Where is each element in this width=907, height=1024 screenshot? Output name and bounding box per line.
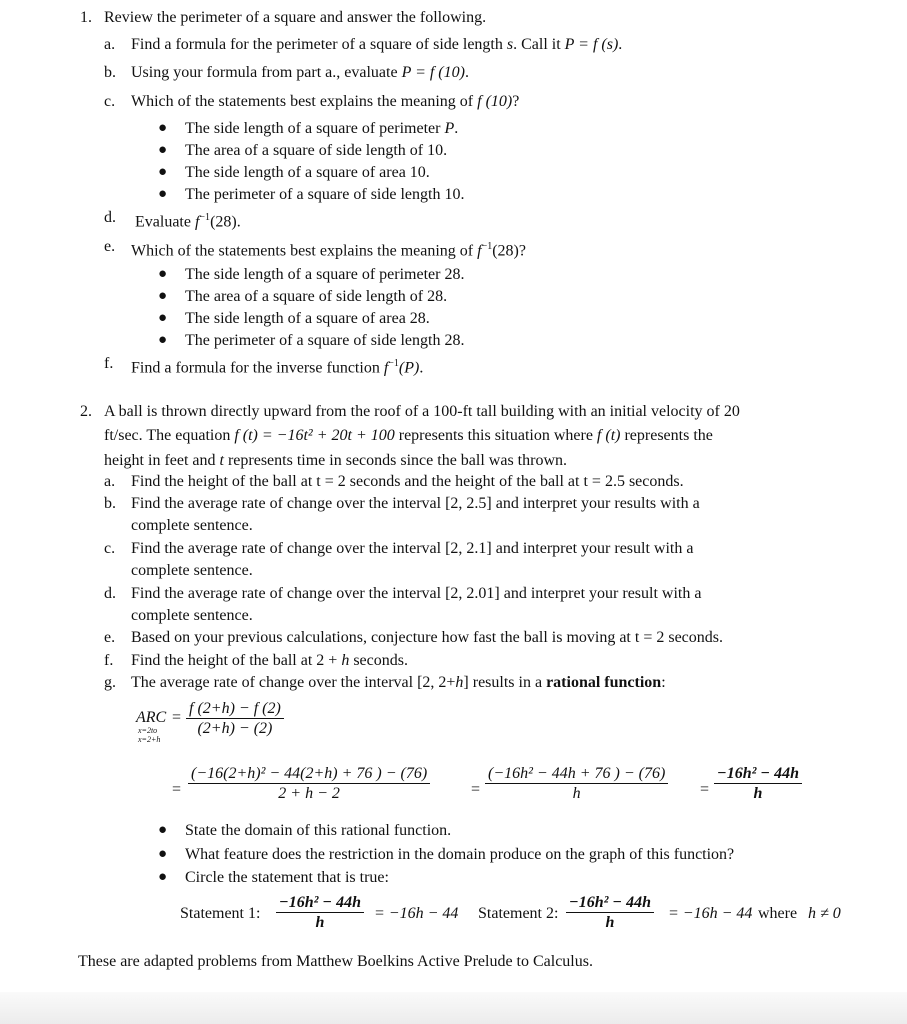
arc-label: ARC: [136, 709, 167, 726]
arc-equals: =: [172, 709, 182, 726]
p2-b-text-1: Find the average rate of change over the interval [2, 2.5] and interpret your results with a: [131, 495, 700, 512]
arc-fraction-1: $\frac{f (2+h) - f (2)}{(2+h) - (2)}$: [186, 699, 284, 738]
bullet-icon: ●: [158, 288, 168, 304]
statement-1-fraction: $\frac{\text{−16h² − 44h}}{h}$: [276, 893, 364, 932]
p1-e-option-2: The area of a square of side length of 28.: [185, 288, 448, 305]
p2-d-label: d.: [104, 585, 116, 602]
p1-a-text: Find a formula for the perimeter of a square of side length s. Call it P = f (s).: [131, 36, 623, 53]
p1-c-option-1: The side length of a square of perimeter P.: [185, 120, 459, 137]
bullet-icon: ●: [158, 120, 168, 136]
statement-2-condition: h ≠ 0: [808, 905, 841, 922]
problem-2-line-3: height in feet and t represents time in seconds since the ball was thrown.: [104, 452, 567, 469]
bullet-icon: ●: [158, 822, 168, 838]
p2-bullet-3: Circle the statement that is true:: [185, 869, 389, 886]
p1-b-text: Using your formula from part a., evaluate P = f (10).: [131, 64, 469, 81]
bullet-icon: ●: [158, 332, 168, 348]
statement-1-rhs: = −16h − 44: [374, 905, 459, 922]
bullet-icon: ●: [158, 142, 168, 158]
p2-bullet-2: What feature does the restriction in the domain produce on the graph of this function?: [185, 846, 735, 863]
p1-f-text: Find a formula for the inverse function $f^{-1}(P)$.: [131, 358, 424, 377]
arc-subscript-1: x=2to: [138, 726, 158, 735]
p2-d-text-1: Find the average rate of change over the interval [2, 2.01] and interpret your result with a: [131, 585, 702, 602]
p1-e-text: Which of the statements best explains the meaning of $f^{-1}(28)$?: [131, 241, 526, 260]
p1-c-label: c.: [104, 93, 116, 110]
p1-d-label: d.: [104, 209, 116, 226]
page-bottom-shadow: [0, 992, 907, 1024]
footer-note: These are adapted problems from Matthew Boelkins Active Prelude to Calculus.: [78, 953, 593, 970]
p2-b-text-2: complete sentence.: [131, 517, 253, 534]
statement-2-rhs: = −16h − 44: [668, 905, 753, 922]
p1-a-label: a.: [104, 36, 116, 53]
arc-fraction-4: $\frac{\text{−16h² − 44h}}{h}$: [714, 764, 802, 803]
p1-e-option-1: The side length of a square of perimeter 28.: [185, 266, 465, 283]
problem-2-line-1: A ball is thrown directly upward from the roof of a 100-ft tall building with an initial velocity of 20: [104, 403, 740, 420]
arc-fraction-3: $\frac{\text{(−16h² − 44h + 76 ) − (76)}}{h}$: [485, 764, 668, 803]
statement-2-label: Statement 2:: [478, 905, 559, 922]
problem-1-number: 1.: [80, 9, 92, 26]
p2-g-label: g.: [104, 674, 116, 691]
p2-f-text: Find the height of the ball at 2 + h seconds.: [131, 652, 408, 669]
problem-2-number: 2.: [80, 403, 92, 420]
bullet-icon: ●: [158, 164, 168, 180]
arc-subscript-2: x=2+h: [138, 735, 161, 744]
p2-a-label: a.: [104, 473, 116, 490]
p1-e-option-4: The perimeter of a square of side length 28.: [185, 332, 465, 349]
problem-2-line-2: ft/sec. The equation f (t) = −16t² + 20t + 100 represents this situation where f (t) represents the: [104, 427, 713, 444]
p2-d-text-2: complete sentence.: [131, 607, 253, 624]
statement-2-fraction: $\frac{\text{−16h² − 44h}}{h}$: [566, 893, 654, 932]
p1-b-label: b.: [104, 64, 116, 81]
p2-b-label: b.: [104, 495, 116, 512]
bullet-icon: ●: [158, 310, 168, 326]
p1-c-text: Which of the statements best explains the meaning of f (10)?: [131, 93, 520, 110]
p2-f-label: f.: [104, 652, 114, 669]
statement-2-tail: where: [758, 905, 798, 922]
arc-fraction-2: $\frac{\text{(−16(2+h)² − 44(2+h) + 76 ) − (76)}}{2 + h - 2}$: [188, 764, 430, 803]
p2-e-text: Based on your previous calculations, conjecture how fast the ball is moving at t = 2 seconds.: [131, 629, 723, 646]
p2-e-label: e.: [104, 629, 116, 646]
p1-f-label: f.: [104, 355, 114, 372]
p2-g-text: The average rate of change over the interval [2, 2+h] results in a rational function:: [131, 674, 666, 691]
bullet-icon: ●: [158, 266, 168, 282]
p1-c-option-3: The side length of a square of area 10.: [185, 164, 430, 181]
p1-e-option-3: The side length of a square of area 28.: [185, 310, 430, 327]
problem-1-stem: Review the perimeter of a square and answer the following.: [104, 9, 487, 26]
p1-d-text: Evaluate $f^{-1}(28)$.: [135, 212, 241, 231]
statement-1-label: Statement 1:: [180, 905, 261, 922]
bullet-icon: ●: [158, 186, 168, 202]
arc-equals-4: =: [700, 781, 710, 798]
arc-equals-3: =: [471, 781, 481, 798]
p2-a-text: Find the height of the ball at t = 2 seconds and the height of the ball at t = 2.5 seconds.: [131, 473, 684, 490]
p1-e-label: e.: [104, 238, 116, 255]
p2-c-label: c.: [104, 540, 116, 557]
p1-c-option-4: The perimeter of a square of side length 10.: [185, 186, 465, 203]
p2-bullet-1: State the domain of this rational function.: [185, 822, 452, 839]
bullet-icon: ●: [158, 846, 168, 862]
arc-equals-2: =: [172, 781, 182, 798]
bullet-icon: ●: [158, 869, 168, 885]
p2-c-text-1: Find the average rate of change over the interval [2, 2.1] and interpret your result with a: [131, 540, 694, 557]
p1-c-option-2: The area of a square of side length of 10.: [185, 142, 448, 159]
p2-c-text-2: complete sentence.: [131, 562, 253, 579]
